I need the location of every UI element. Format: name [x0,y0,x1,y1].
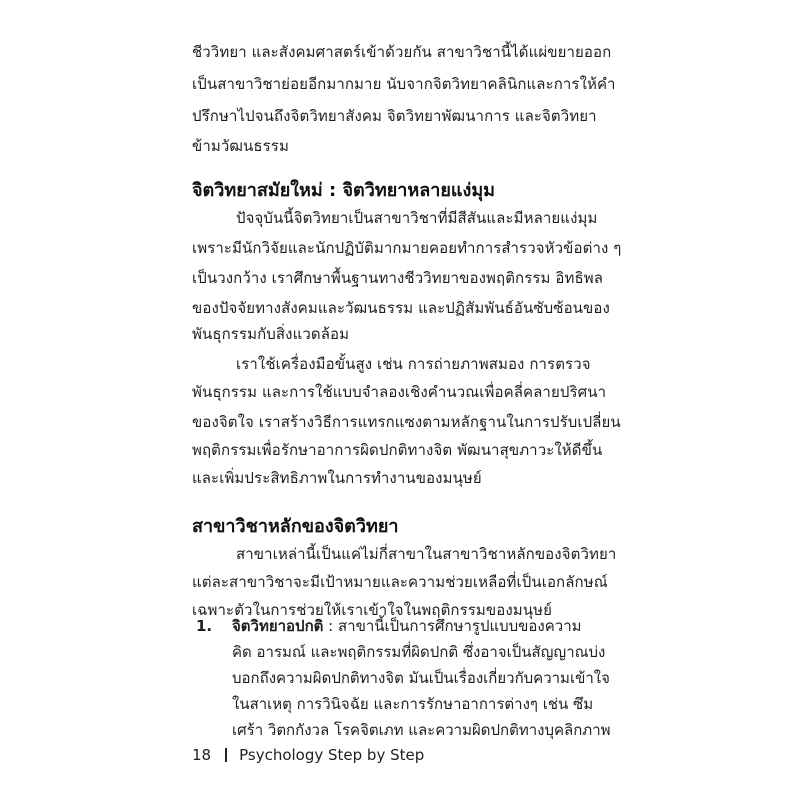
paragraph-line: ของจิตใจ เราสร้างวิธีการแทรกแซงตามหลักฐานในการปรับเปลี่ยน [192,413,621,431]
list-item-number: 1. [196,617,213,635]
paragraph-line: ปัจจุบันนี้จิตวิทยาเป็นสาขาวิชาที่มีสีสันและมีหลายแง่มุม [236,209,598,227]
paragraph-line: เราใช้เครื่องมือขั้นสูง เช่น การถ่ายภาพสมอง การตรวจ [236,355,591,373]
intro-line: ชีววิทยา และสังคมศาสตร์เข้าด้วยกัน สาขาวิชานี้ได้แผ่ขยายออก [192,43,612,61]
section-heading: สาขาวิชาหลักของจิตวิทยา [192,516,399,537]
page-footer [192,744,424,766]
footer-separator [225,748,227,762]
paragraph-line: ของปัจจัยทางสังคมและวัฒนธรรม และปฏิสัมพันธ์อันซับซ้อนของ [192,299,610,317]
list-item-term: จิตวิทยาอปกติ [232,617,324,635]
paragraph-line: เฉพาะตัวในการช่วยให้เราเข้าใจในพฤติกรรมของมนุษย์ [192,601,553,619]
paragraph-line: พันธุกรรม และการใช้แบบจำลองเชิงคำนวณเพื่อคลี่คลายปริศนา [192,383,607,401]
list-item-line: คิด อารมณ์ และพฤติกรรมที่ผิดปกติ ซึ่งอาจเป็นสัญญาณบ่ง [232,643,606,661]
paragraph-line: สาขาเหล่านี้เป็นแค่ไม่กี่สาขาในสาขาวิชาหลักของจิตวิทยา [236,545,617,563]
paragraph-line: แต่ละสาขาวิชาจะมีเป้าหมายและความช่วยเหลือที่เป็นเอกลักษณ์ [192,573,608,591]
paragraph-line: เป็นวงกว้าง เราศึกษาพื้นฐานทางชีววิทยาของพฤติกรรม อิทธิพล [192,269,604,287]
list-item-first-line [232,614,582,638]
list-item-line: บอกถึงความผิดปกติทางจิต มันเป็นเรื่องเกี่ยวกับความเข้าใจ [232,669,610,687]
list-item-text: : สาขานี้เป็นการศึกษารูปแบบของความ [323,617,582,635]
page-number: 18 [192,746,212,764]
paragraph-line: พันธุกรรมกับสิ่งแวดล้อม [192,325,350,343]
book-title: Psychology Step by Step [239,746,425,764]
list-item-line: ในสาเหตุ การวินิจฉัย และการรักษาอาการต่างๆ เช่น ซึม [232,695,594,713]
paragraph-line: เพราะมีนักวิจัยและนักปฏิบัติมากมายคอยทำการสำรวจหัวข้อต่าง ๆ [192,239,622,257]
intro-line: ข้ามวัฒนธรรม [192,137,289,155]
paragraph-line: พฤติกรรมเพื่อรักษาอาการผิดปกติทางจิต พัฒนาสุขภาวะให้ดีขึ้น [192,441,603,459]
section-heading: จิตวิทยาสมัยใหม่ : จิตวิทยาหลายแง่มุม [192,180,496,201]
paragraph-line: และเพิ่มประสิทธิภาพในการทำงานของมนุษย์ [192,469,482,487]
intro-line: ปรึกษาไปจนถึงจิตวิทยาสังคม จิตวิทยาพัฒนาการ และจิตวิทยา [192,107,597,125]
intro-line: เป็นสาขาวิชาย่อยอีกมากมาย นับจากจิตวิทยาคลินิกและการให้คำ [192,75,616,93]
list-item-line: เศร้า วิตกกังวล โรคจิตเภท และความผิดปกติทางบุคลิกภาพ [232,721,611,739]
